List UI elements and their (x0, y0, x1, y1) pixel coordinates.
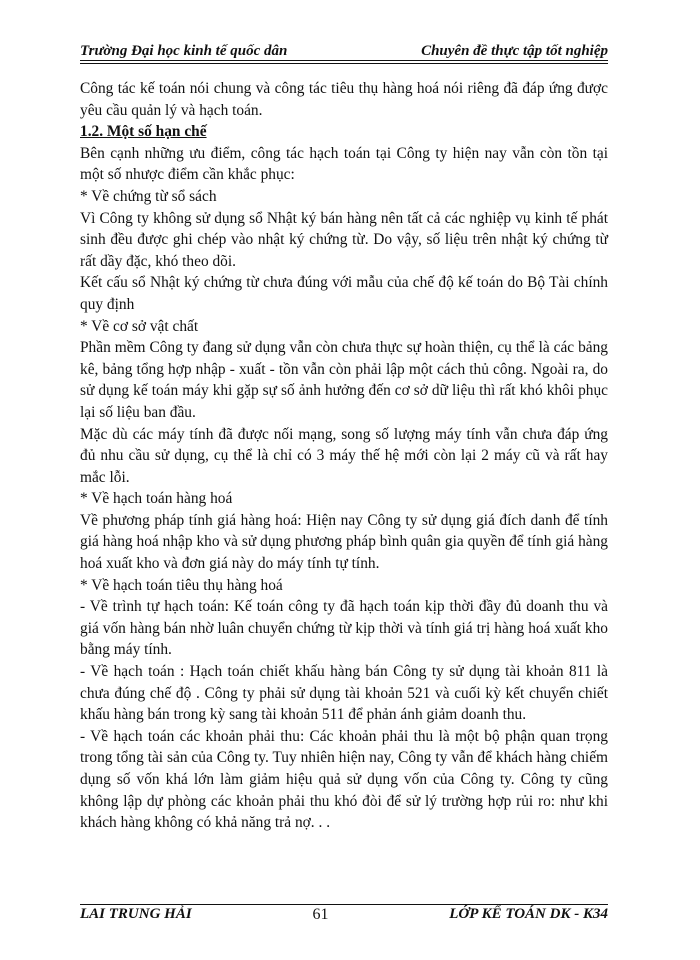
page-header (80, 38, 608, 60)
paragraph: Mặc dù các máy tính đã được nối mạng, song số lượng máy tính vẫn chưa đáp ứng đủ nhu cầu sử dụng, cụ thể là chỉ có 3 máy thế hệ mới còn lại 2 máy cũ và rất hay mắc lỗi. (80, 425, 608, 486)
paragraph: Phần mềm Công ty đang sử dụng vẫn còn chưa thực sự hoàn thiện, cụ thể là các bảng kê, bảng tổng hợp nhập - xuất - tồn vẫn còn phải lập một cách thủ công. Ngoài ra, do sử dụng kế toán máy khi gặp sự số ảnh hưởng đến cơ sở dữ liệu thì rất khó khôi phục lại số liệu ban đầu. (80, 339, 608, 421)
paragraph: - Về hạch toán : Hạch toán chiết khấu hàng bán Công ty sử dụng tài khoản 811 là chưa đúng chế độ . Công ty phải sử dụng tài khoản 521 và cuối kỳ kết chuyển chiết khấu hàng bán trong kỳ sang tài khoản 511 để phản ánh giảm doanh thu. (80, 663, 608, 724)
section-heading: 1.2. Một số hạn chế (80, 123, 207, 141)
header-school-name: Trường Đại học kinh tế quốc dân (80, 43, 288, 59)
paragraph: Về phương pháp tính giá hàng hoá: Hiện nay Công ty sử dụng giá đích danh để tính giá hàng hoá nhập kho và sử dụng phương pháp bình quân gia quyền để tính giá hàng hoá xuất kho và đơn giá này do máy tính tự tính. (80, 511, 608, 573)
paragraph: Kết cấu sổ Nhật ký chứng từ chưa đúng với mẫu của chế độ kế toán do Bộ Tài chính quy định (80, 274, 608, 313)
paragraph: Vì Công ty không sử dụng sổ Nhật ký bán hàng nên tất cả các nghiệp vụ kinh tế phát sinh đều được ghi chép vào nhật ký chứng từ. Do vậy, số liệu trên nhật ký chứng từ rất dầy đặc, khó theo dõi. (80, 209, 608, 270)
page-number: 61 (312, 906, 329, 923)
footer-author: LAI TRUNG HẢI (80, 906, 192, 922)
page-footer (80, 906, 608, 930)
footer-class: LỚP KẾ TOÁN DK - K34 (449, 906, 608, 922)
paragraph: Công tác kế toán nói chung và công tác tiêu thụ hàng hoá nói riêng đã đáp ứng được yêu cầu quản lý và hạch toán. (80, 80, 608, 119)
paragraph: * Về cơ sở vật chất (80, 317, 199, 335)
footer-divider (80, 904, 608, 905)
header-document-type: Chuyên đề thực tập tốt nghiệp (421, 43, 608, 59)
header-divider (80, 60, 608, 64)
paragraph: * Về hạch toán tiêu thụ hàng hoá (80, 576, 283, 594)
paragraph: - Về hạch toán các khoản phải thu: Các khoản phải thu là một bộ phận quan trọng trong tổng tài sản của Công ty. Tuy nhiên hiện nay, Công ty vẫn để khách hàng chiếm dụng số vốn khá lớn làm giảm hiệu quả sử dụng vốn của Công ty. Công ty cũng không lập dự phòng các khoản phải thu khó đòi để sử lý trường hợp rủi ro: như khi khách hàng không có khả năng trả nợ. . . (80, 727, 608, 832)
paragraph: * Về hạch toán hàng hoá (80, 490, 233, 508)
paragraph: * Về chứng từ sổ sách (80, 187, 217, 205)
paragraph: - Về trình tự hạch toán: Kế toán công ty đã hạch toán kịp thời đầy đủ doanh thu và giá vốn hàng bán nhờ luân chuyển chứng từ kịp thời và tính giá trị hàng hoá xuất kho bằng máy tính. (80, 598, 608, 659)
document-body (80, 78, 608, 834)
paragraph: Bên cạnh những ưu điểm, công tác hạch toán tại Công ty hiện nay vẫn còn tồn tại một số nhược điểm cần khắc phục: (80, 144, 608, 184)
